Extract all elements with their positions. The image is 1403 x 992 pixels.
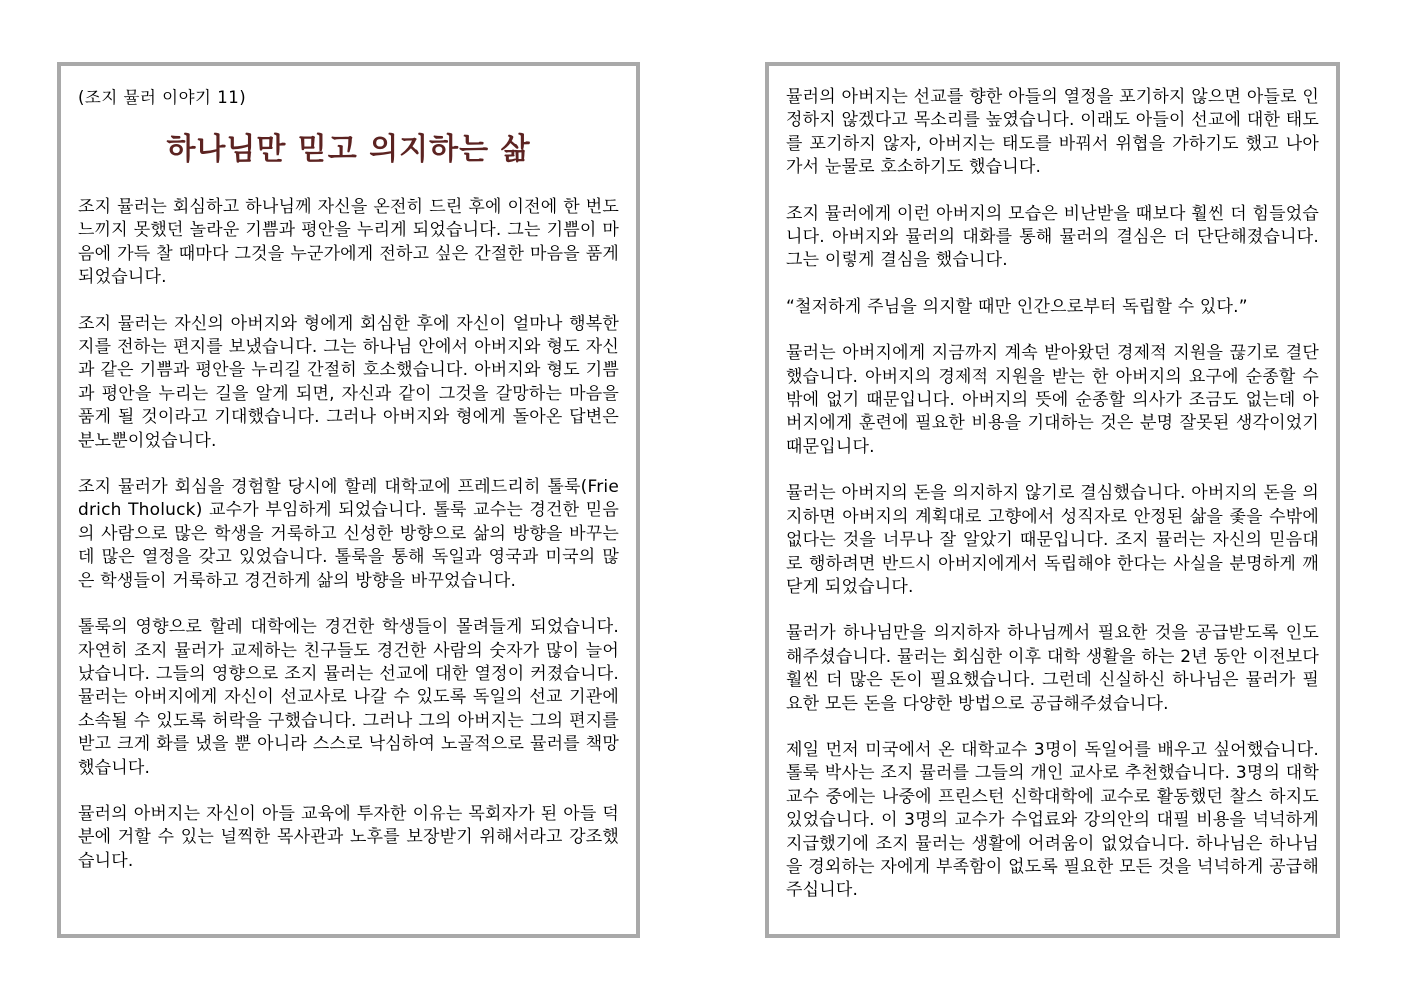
paragraph: 제일 먼저 미국에서 온 대학교수 3명이 독일어를 배우고 싶어했습니다. 톨룩 박사는 조지 뮬러를 그들의 개인 교사로 추천했습니다. 3명의 대학교수 중에는 나중에 프린스턴 신학대학에 교수로 활동했던 찰스 하지도 있었습니다. 이 3명의 교수가 수업료와 강의안의 대필 비용을 넉넉하게 지급했기에 조지 뮬러는 생활에 어려움이 없었습니다. 하나님은 하나님을 경외하는 자에게 부족함이 없도록 필요한 모든 것을 넉넉하게 공급해주십니다. [786,739,1319,901]
paragraph: 뮬러는 아버지에게 지금까지 계속 받아왔던 경제적 지원을 끊기로 결단했습니다. 아버지의 경제적 지원을 받는 한 아버지의 요구에 순종할 수밖에 없기 때문입니다. 아버지의 뜻에 순종할 의사가 조금도 없는데 아버지에게 훈련에 필요한 비용을 기대하는 것은 분명 잘못된 생각이었기 때문입니다. [786,343,1319,457]
paragraph: 톨룩의 영향으로 할레 대학에는 경건한 학생들이 몰려들게 되었습니다. 자연히 조지 뮬러가 교제하는 친구들도 경건한 사람의 숫자가 많이 늘어났습니다. 그들의 영향으로 조지 뮬러는 선교에 대한 열정이 커졌습니다. 뮬러는 아버지에게 자신이 선교사로 나갈 수 있도록 독일의 선교 기관에 소속될 수 있도록 허락을 구했습니다. 그러나 그의 아버지는 그의 편지를 받고 크게 화를 냈을 뿐 아니라 스스로 낙심하여 노골적으로 뮬러를 책망했습니다. [78,617,619,778]
page-right [765,62,1340,938]
paragraph: 뮬러의 아버지는 자신이 아들 교육에 투자한 이유는 목회자가 된 아들 덕분에 거할 수 있는 널찍한 목사관과 노후를 보장받기 위해서라고 강조했습니다. [78,803,619,871]
paragraph: 조지 뮬러가 회심을 경험할 당시에 할레 대학교에 프레드리히 톨룩(Friedrich Tholuck) 교수가 부임하게 되었습니다. 톨룩 교수는 경건한 믿음의 사람으로 많은 학생을 거룩하고 신성한 방향으로 삶의 방향을 바꾸는데 많은 열정을 갖고 있었습니다. 톨룩을 통해 독일과 영국과 미국의 많은 학생들이 거룩하고 경건하게 삶의 방향을 바꾸었습니다. [78,477,619,591]
page-left [57,62,640,938]
paragraph: 뮬러가 하나님만을 의지하자 하나님께서 필요한 것을 공급받도록 인도해주셨습니다. 뮬러는 회심한 이후 대학 생활을 하는 2년 동안 이전보다 훨씬 더 많은 돈이 필요했습니다. 그런데 신실하신 하나님은 뮬러가 필요한 모든 돈을 다양한 방법으로 공급해주셨습니다. [786,623,1319,714]
paragraph: 조지 뮬러에게 이런 아버지의 모습은 비난받을 때보다 훨씬 더 힘들었습니다. 아버지와 뮬러의 대화를 통해 뮬러의 결심은 더 단단해졌습니다. 그는 이렇게 결심을 했습니다. [786,203,1319,271]
paragraph: 뮬러의 아버지는 선교를 향한 아들의 열정을 포기하지 않으면 아들로 인정하지 않겠다고 목소리를 높였습니다. 이래도 아들이 선교에 대한 태도를 포기하지 않자, 아버지는 태도를 바꿔서 위협을 가하기도 했고 나아가서 눈물로 호소하기도 했습니다. [786,87,1319,178]
paragraph: 조지 뮬러는 자신의 아버지와 형에게 회심한 후에 자신이 얼마나 행복한지를 전하는 편지를 보냈습니다. 그는 하나님 안에서 아버지와 형도 자신과 같은 기쁨과 평안을 누리길 간절히 호소했습니다. 아버지와 형도 기쁨과 평안을 누리는 길을 알게 되면, 자신과 같이 그것을 갈망하는 마음을 품게 될 것이라고 기대했습니다. 그러나 아버지와 형에게 돌아온 답변은 분노뿐이었습니다. [78,313,619,451]
page-title: 하나님만 믿고 의지하는 삶 [166,132,531,167]
series-header: (조지 뮬러 이야기 11) [78,88,247,107]
paragraph: 조지 뮬러는 회심하고 하나님께 자신을 온전히 드린 후에 이전에 한 번도 느끼지 못했던 놀라운 기쁨과 평안을 누리게 되었습니다. 그는 기쁨이 마음에 가득 찰 때마다 그것을 누군가에게 전하고 싶은 간절한 마음을 품게 되었습니다. [78,197,619,288]
quote-paragraph: “철저하게 주님을 의지할 때만 인간으로부터 독립할 수 있다.” [786,296,1248,317]
paragraph: 뮬러는 아버지의 돈을 의지하지 않기로 결심했습니다. 아버지의 돈을 의지하면 아버지의 계획대로 고향에서 성직자로 안정된 삶을 좇을 수밖에 없다는 것을 너무나 잘 알았기 때문입니다. 조지 뮬러는 자신의 믿음대로 행하려면 반드시 아버지에게서 독립해야 한다는 사실을 분명하게 깨닫게 되었습니다. [786,483,1319,597]
